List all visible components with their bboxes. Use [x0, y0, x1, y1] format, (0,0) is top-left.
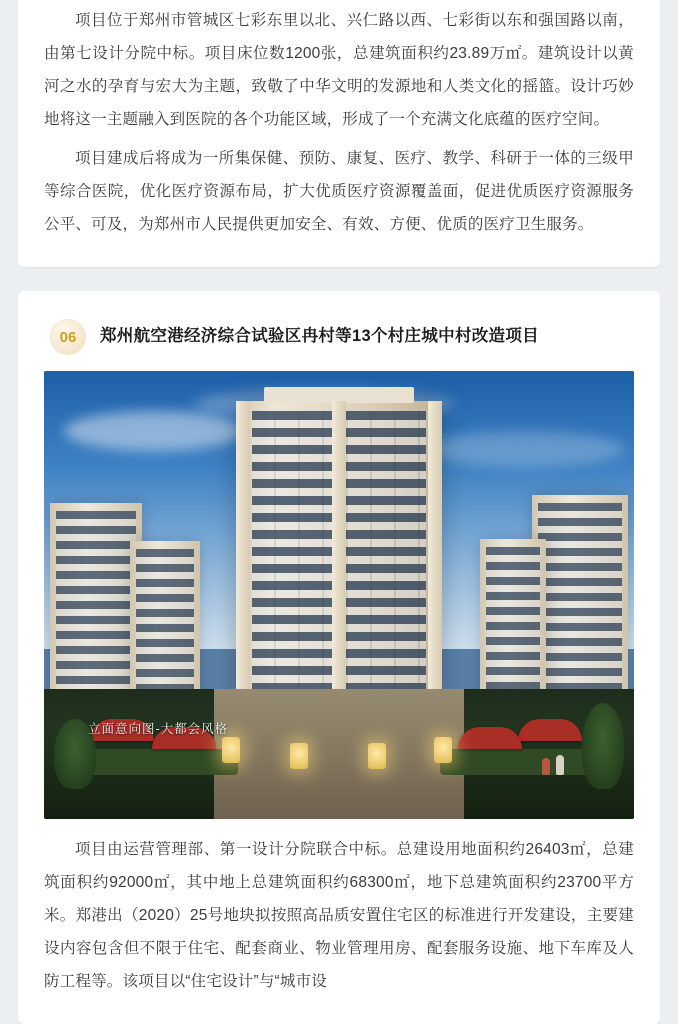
paragraph: 项目位于郑州市管城区七彩东里以北、兴仁路以西、七彩街以东和强国路以南，由第七设计分院中标。项目床位数1200张，总建筑面积约23.89万㎡。建筑设计以黄河之水的孕育与宏大为主题，致敬了中华文明的发源地和人类文化的摇篮。设计巧妙地将这一主题融入到医院的各个功能区域，形成了一个充满文化底蕴的医疗空间。	[44, 12, 634, 128]
section-header	[44, 313, 634, 369]
tower-column-right	[428, 401, 442, 701]
side-building-left-outer	[50, 503, 142, 701]
window-grid	[56, 511, 136, 695]
side-building-right-inner	[480, 539, 546, 701]
window-grid	[136, 549, 194, 695]
person-figure	[542, 758, 550, 775]
person-figure	[556, 755, 564, 775]
tree-shape	[582, 703, 624, 789]
garden-lamp-icon	[368, 743, 386, 769]
central-plaza	[214, 689, 464, 819]
umbrella-icon	[518, 719, 582, 741]
garden-lamp-icon	[222, 737, 240, 763]
paragraph: 项目建成后将成为一所集保健、预防、康复、医疗、教学、科研于一体的三级甲等综合医院，优化医疗资源布局，扩大优质医疗资源覆盖面，促进优质医疗资源服务公平、可及，为郑州市人民提供更加安全、有效、方便、优质的医疗卫生服务。	[44, 150, 634, 233]
window-grid	[486, 547, 540, 695]
image-caption: 立面意向图-大都会风格	[88, 722, 229, 736]
paragraph: 项目由运营管理部、第一设计分院联合中标。总建设用地面积约26403㎡，总建筑面积约92000㎡，其中地上总建筑面积约68300㎡，地下总建筑面积约23700平方米。郑港出（2020）25号地块拟按照高品质安置住宅区的标准进行开发建设，主要建设内容包含但不限于住宅、配套商业、物业管理用房、配套服务设施、地下车库及人防工程等。该项目以“住宅设计”与“城市设	[44, 841, 634, 990]
tower-column-center	[332, 401, 346, 701]
article-card-top	[18, 0, 660, 267]
side-building-left-inner	[130, 541, 200, 701]
cloud-shape	[424, 431, 624, 467]
section-title: 郑州航空港经济综合试验区冉村等13个村庄城中村改造项目	[100, 327, 539, 346]
garden-lamp-icon	[290, 743, 308, 769]
project-rendering-image	[44, 371, 634, 819]
garden-lamp-icon	[434, 737, 452, 763]
window-grid	[538, 503, 622, 695]
section-number-badge: 06	[50, 319, 86, 355]
side-building-right-outer	[532, 495, 628, 701]
article-card-section-06	[18, 291, 660, 1024]
cloud-shape	[64, 411, 244, 451]
tower-column-left	[236, 401, 250, 701]
main-tower-building	[236, 401, 442, 701]
umbrella-icon	[458, 727, 522, 749]
